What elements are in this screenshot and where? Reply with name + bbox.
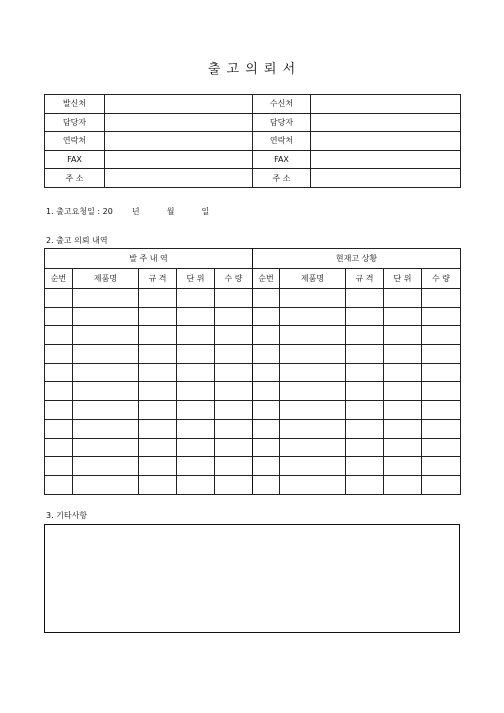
table-cell[interactable]	[139, 289, 177, 308]
table-row	[45, 419, 461, 438]
label-receiver: 수신처	[253, 95, 311, 114]
request-day-unit: 일	[201, 207, 210, 216]
table-cell[interactable]	[139, 438, 177, 457]
request-month-unit: 월	[166, 207, 175, 216]
table-cell[interactable]	[45, 457, 73, 476]
table-cell[interactable]	[177, 289, 215, 308]
table-cell[interactable]	[253, 457, 280, 476]
field-sender-address[interactable]	[105, 169, 253, 188]
table-cell[interactable]	[73, 401, 139, 420]
request-year-prefix: 20	[102, 207, 113, 216]
table-cell[interactable]	[253, 363, 280, 382]
table-cell[interactable]	[280, 419, 346, 438]
table-cell[interactable]	[384, 289, 422, 308]
table-row	[45, 475, 461, 494]
table-cell[interactable]	[215, 438, 253, 457]
table-cell[interactable]	[73, 419, 139, 438]
table-cell[interactable]	[253, 382, 280, 401]
table-cell[interactable]	[139, 345, 177, 364]
table-cell[interactable]	[346, 382, 384, 401]
table-cell[interactable]	[177, 363, 215, 382]
table-cell[interactable]	[177, 457, 215, 476]
page-title: 출 고 의 뢰 서	[207, 62, 297, 77]
table-cell[interactable]	[422, 438, 461, 457]
section-request-details-label: 2. 출고 의뢰 내역	[46, 236, 108, 245]
table-cell[interactable]	[45, 401, 73, 420]
table-cell[interactable]	[280, 345, 346, 364]
table-cell[interactable]	[422, 363, 461, 382]
table-cell[interactable]	[215, 345, 253, 364]
label-receiver-address: 주 소	[253, 169, 311, 188]
field-sender-contact-person[interactable]	[105, 113, 253, 132]
table-row	[45, 438, 461, 457]
table-cell[interactable]	[384, 345, 422, 364]
table-cell[interactable]	[139, 419, 177, 438]
table-cell[interactable]	[177, 326, 215, 345]
table-cell[interactable]	[215, 382, 253, 401]
table-cell[interactable]	[73, 438, 139, 457]
col-product-name: 제품명	[280, 269, 346, 289]
table-cell[interactable]	[280, 326, 346, 345]
table-cell[interactable]	[280, 475, 346, 494]
table-cell[interactable]	[280, 289, 346, 308]
table-cell[interactable]	[280, 363, 346, 382]
table-cell[interactable]	[422, 307, 461, 326]
col-unit: 단 위	[177, 269, 215, 289]
table-cell[interactable]	[422, 345, 461, 364]
table-cell[interactable]	[73, 289, 139, 308]
col-spec: 규 격	[139, 269, 177, 289]
table-cell[interactable]	[384, 475, 422, 494]
table-cell[interactable]	[346, 438, 384, 457]
table-cell[interactable]	[253, 419, 280, 438]
table-cell[interactable]	[384, 307, 422, 326]
table-cell[interactable]	[346, 475, 384, 494]
table-cell[interactable]	[215, 419, 253, 438]
label-receiver-fax: FAX	[253, 150, 311, 169]
table-cell[interactable]	[346, 363, 384, 382]
label-receiver-phone: 연락처	[253, 132, 311, 151]
table-cell[interactable]	[73, 457, 139, 476]
table-cell[interactable]	[384, 438, 422, 457]
label-receiver-contact-person: 담당자	[253, 113, 311, 132]
request-details-table	[44, 248, 461, 495]
table-cell[interactable]	[73, 345, 139, 364]
table-cell[interactable]	[139, 457, 177, 476]
section-remarks-label: 3. 기타사항	[46, 511, 88, 520]
label-sender-phone: 연락처	[45, 132, 105, 151]
table-cell[interactable]	[253, 475, 280, 494]
table-cell[interactable]	[73, 475, 139, 494]
field-receiver[interactable]	[311, 95, 461, 114]
table-cell[interactable]	[215, 401, 253, 420]
table-cell[interactable]	[384, 326, 422, 345]
table-cell[interactable]	[177, 307, 215, 326]
table-cell[interactable]	[177, 475, 215, 494]
table-cell[interactable]	[422, 326, 461, 345]
table-row	[45, 326, 461, 345]
table-row	[45, 289, 461, 308]
table-cell[interactable]	[215, 457, 253, 476]
table-cell[interactable]	[384, 457, 422, 476]
field-sender[interactable]	[105, 95, 253, 114]
table-cell[interactable]	[139, 401, 177, 420]
table-cell[interactable]	[280, 401, 346, 420]
col-unit: 단 위	[384, 269, 422, 289]
table-cell[interactable]	[215, 475, 253, 494]
label-sender-address: 주 소	[45, 169, 105, 188]
table-cell[interactable]	[215, 326, 253, 345]
table-row	[45, 457, 461, 476]
group-order-details: 발 주 내 역	[45, 249, 253, 269]
table-cell[interactable]	[73, 382, 139, 401]
request-year-unit: 년	[131, 207, 140, 216]
table-cell[interactable]	[139, 307, 177, 326]
section-request-date	[46, 206, 209, 217]
label-sender-fax: FAX	[45, 150, 105, 169]
table-cell[interactable]	[280, 382, 346, 401]
col-quantity: 수 량	[215, 269, 253, 289]
table-cell[interactable]	[384, 382, 422, 401]
table-cell[interactable]	[253, 326, 280, 345]
table-cell[interactable]	[177, 382, 215, 401]
table-cell[interactable]	[280, 307, 346, 326]
col-spec: 규 격	[346, 269, 384, 289]
table-cell[interactable]	[384, 401, 422, 420]
col-number: 순번	[253, 269, 280, 289]
table-cell[interactable]	[346, 307, 384, 326]
table-cell[interactable]	[177, 401, 215, 420]
table-cell[interactable]	[177, 419, 215, 438]
field-receiver-phone[interactable]	[311, 132, 461, 151]
table-row	[45, 363, 461, 382]
table-cell[interactable]	[253, 438, 280, 457]
table-row	[45, 307, 461, 326]
table-cell[interactable]	[45, 475, 73, 494]
table-cell[interactable]	[45, 307, 73, 326]
table-cell[interactable]	[422, 457, 461, 476]
table-cell[interactable]	[45, 326, 73, 345]
table-cell[interactable]	[45, 382, 73, 401]
table-cell[interactable]	[422, 419, 461, 438]
table-cell[interactable]	[45, 363, 73, 382]
table-cell[interactable]	[45, 419, 73, 438]
table-row	[45, 345, 461, 364]
remarks-box[interactable]	[44, 524, 460, 633]
table-cell[interactable]	[215, 363, 253, 382]
col-number: 순번	[45, 269, 73, 289]
table-cell[interactable]	[73, 363, 139, 382]
table-cell[interactable]	[346, 345, 384, 364]
table-cell[interactable]	[346, 457, 384, 476]
table-cell[interactable]	[45, 438, 73, 457]
table-cell[interactable]	[73, 307, 139, 326]
table-cell[interactable]	[73, 326, 139, 345]
sender-receiver-table	[44, 94, 461, 188]
table-cell[interactable]	[215, 289, 253, 308]
table-cell[interactable]	[422, 401, 461, 420]
col-product-name: 제품명	[73, 269, 139, 289]
table-cell[interactable]	[45, 289, 73, 308]
table-cell[interactable]	[422, 289, 461, 308]
table-cell[interactable]	[384, 419, 422, 438]
field-sender-phone[interactable]	[105, 132, 253, 151]
table-cell[interactable]	[346, 419, 384, 438]
table-cell[interactable]	[253, 289, 280, 308]
table-cell[interactable]	[215, 307, 253, 326]
label-sender-contact-person: 담당자	[45, 113, 105, 132]
table-cell[interactable]	[280, 457, 346, 476]
field-receiver-address[interactable]	[311, 169, 461, 188]
table-cell[interactable]	[346, 326, 384, 345]
table-cell[interactable]	[346, 289, 384, 308]
table-cell[interactable]	[139, 382, 177, 401]
table-cell[interactable]	[139, 363, 177, 382]
table-cell[interactable]	[422, 475, 461, 494]
table-cell[interactable]	[253, 401, 280, 420]
table-cell[interactable]	[139, 326, 177, 345]
table-cell[interactable]	[384, 363, 422, 382]
table-cell[interactable]	[280, 438, 346, 457]
request-date-label: 1. 출고요청일 :	[46, 207, 101, 216]
field-sender-fax[interactable]	[105, 150, 253, 169]
table-cell[interactable]	[346, 401, 384, 420]
field-receiver-contact-person[interactable]	[311, 113, 461, 132]
table-cell[interactable]	[253, 345, 280, 364]
table-cell[interactable]	[422, 382, 461, 401]
field-receiver-fax[interactable]	[311, 150, 461, 169]
col-quantity: 수 량	[422, 269, 461, 289]
table-cell[interactable]	[177, 345, 215, 364]
table-row	[45, 401, 461, 420]
table-cell[interactable]	[45, 345, 73, 364]
group-current-stock: 현재고 상황	[253, 249, 461, 269]
label-sender: 발신처	[45, 95, 105, 114]
table-cell[interactable]	[253, 307, 280, 326]
table-row	[45, 382, 461, 401]
table-cell[interactable]	[139, 475, 177, 494]
table-cell[interactable]	[177, 438, 215, 457]
